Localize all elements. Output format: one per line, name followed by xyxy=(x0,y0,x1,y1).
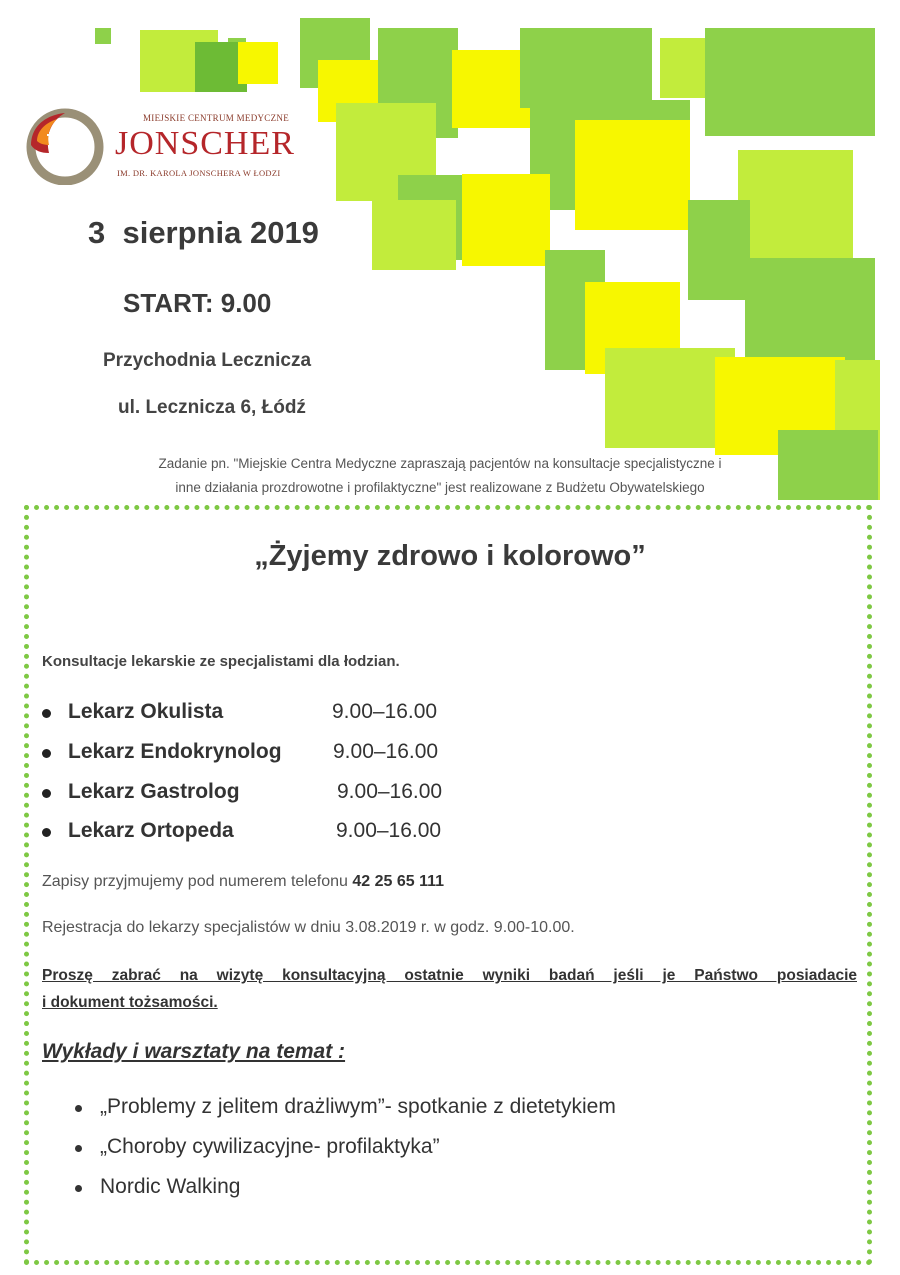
doctor-hours: 9.00–16.00 xyxy=(337,780,443,803)
workshop-text: Nordic Walking xyxy=(100,1175,241,1198)
doctor-name: Lekarz Ortopeda xyxy=(68,819,234,842)
registration-line: Rejestracja do lekarzy specjalistów w dniu 3.08.2019 r. w godz. 9.00-10.00. xyxy=(42,919,575,936)
event-address: ul. Lecznicza 6, Łódź xyxy=(118,397,306,418)
event-start: START: 9.00 xyxy=(123,288,272,318)
bullet-icon xyxy=(42,709,51,718)
logo-top-line: MIEJSKIE CENTRUM MEDYCZNE xyxy=(143,113,289,123)
bullet-icon xyxy=(42,749,51,758)
logo-bottom-line: IM. DR. KAROLA JONSCHERA W ŁODZI xyxy=(117,168,281,178)
program-title: „Żyjemy zdrowo i kolorowo” xyxy=(254,540,646,572)
doctor-hours: 9.00–16.00 xyxy=(333,740,439,763)
event-date: 3 sierpnia 2019 xyxy=(88,215,319,250)
phone-number: 42 25 65 111 xyxy=(352,873,445,890)
funding-note-line-2: inne działania prozdrowotne i profilaktyczne" jest realizowane z Budżetu Obywatelskiego xyxy=(175,480,705,495)
consultations-lead: Konsultacje lekarskie ze specjalistami dla łodzian. xyxy=(42,653,400,670)
funding-note-line-1: Zadanie pn. "Miejskie Centra Medyczne zapraszają pacjentów na konsultacje specjalistyczne i xyxy=(158,456,722,471)
bullet-icon xyxy=(75,1105,82,1112)
event-place: Przychodnia Lecznicza xyxy=(103,350,312,371)
jonscher-logo-icon xyxy=(25,105,105,185)
lectures-heading: Wykłady i warsztaty na temat : xyxy=(42,1040,346,1063)
doctor-name: Lekarz Gastrolog xyxy=(68,780,240,803)
workshop-text: „Choroby cywilizacyjne- profilaktyka” xyxy=(100,1135,440,1158)
doctor-hours: 9.00–16.00 xyxy=(336,819,442,842)
doctor-name: Lekarz Okulista xyxy=(68,700,224,723)
phone-line xyxy=(42,873,444,891)
workshop-text: „Problemy z jelitem drażliwym”- spotkanie z dietetykiem xyxy=(100,1095,616,1118)
doctor-name: Lekarz Endokrynolog xyxy=(68,740,282,763)
bring-line-1: Proszę zabrać na wizytę konsultacyjną ostatnie wyniki badań jeśli je Państwo posiadacie xyxy=(42,967,857,984)
phone-prefix: Zapisy przyjmujemy pod numerem telefonu xyxy=(42,873,348,890)
logo-name: JONSCHER xyxy=(115,125,295,162)
doctor-hours: 9.00–16.00 xyxy=(332,700,438,723)
bullet-icon xyxy=(75,1185,82,1192)
bullet-icon xyxy=(42,828,51,837)
bring-documents-notice xyxy=(42,962,857,1016)
clinic-logo xyxy=(25,105,325,190)
bullet-icon xyxy=(75,1145,82,1152)
bring-line-2: i dokument tożsamości. xyxy=(42,994,218,1011)
bullet-icon xyxy=(42,789,51,798)
